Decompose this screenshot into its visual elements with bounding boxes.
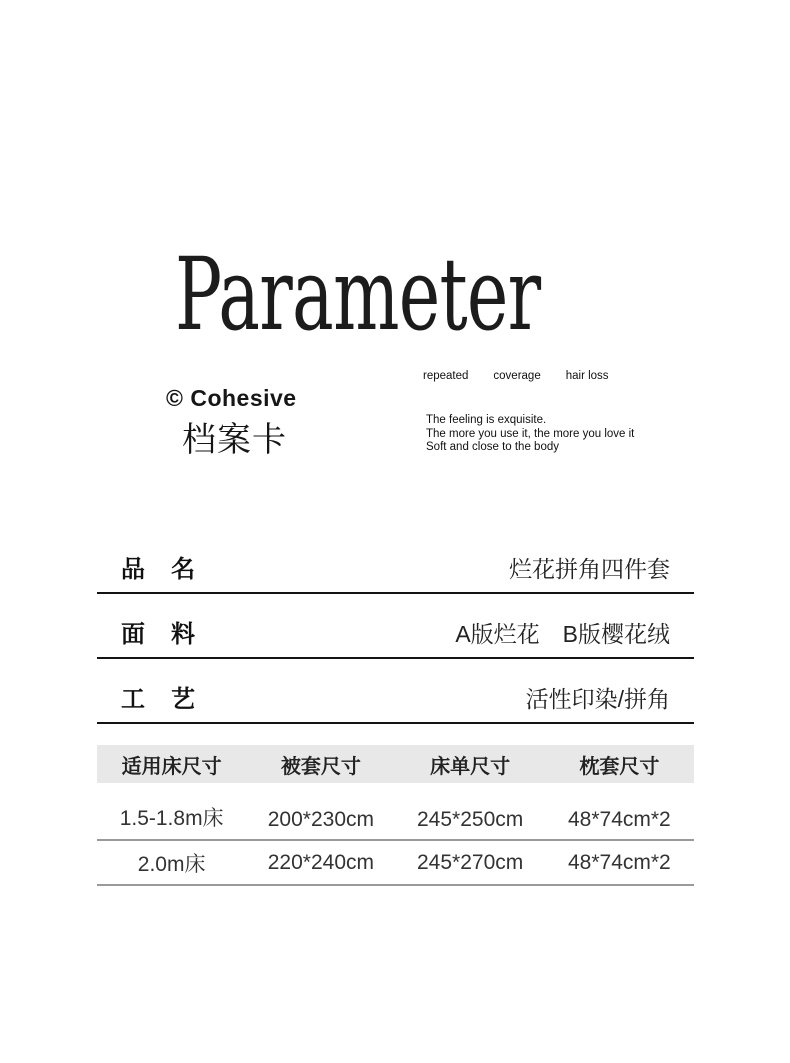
cell-duvet-cover-size: 200*230cm	[267, 808, 374, 831]
spec-label-product-name: 品 名	[121, 556, 196, 583]
spec-row-fabric	[97, 594, 694, 659]
keyword-coverage: coverage	[493, 370, 541, 382]
tagline-line-1: The feeling is exquisite.	[426, 414, 547, 426]
col-header-duvet-cover-size: 被套尺寸	[280, 755, 361, 778]
cell-bed-size: 1.5-1.8m床	[119, 807, 224, 830]
spec-value-craft: 活性印染/拼角	[525, 686, 670, 712]
cell-pillowcase-size: 48*74cm*2	[568, 850, 671, 874]
tagline	[426, 414, 634, 455]
col-header-bed-size: 适用床尺寸	[121, 755, 222, 778]
spec-label-fabric: 面 料	[121, 621, 196, 648]
spec-value-product-name: 烂花拼角四件套	[509, 556, 670, 582]
keyword-repeated: repeated	[423, 370, 469, 382]
tagline-line-3: Soft and close to the body	[426, 441, 559, 453]
cell-duvet-cover-size: 220*240cm	[267, 850, 374, 874]
archive-card-label: 档案卡	[182, 420, 287, 460]
spec-label-craft: 工 艺	[121, 686, 196, 713]
cell-pillowcase-size: 48*74cm*2	[568, 808, 671, 831]
spec-list	[97, 529, 694, 724]
cell-sheet-size: 245*270cm	[417, 850, 524, 874]
table-row	[97, 783, 694, 841]
page-title: Parameter	[175, 236, 541, 353]
size-table-header	[97, 745, 694, 783]
col-header-pillowcase-size: 枕套尺寸	[579, 755, 660, 778]
spec-value-fabric: A版烂花 B版樱花绒	[455, 621, 670, 647]
spec-row-product-name	[97, 529, 694, 594]
cell-sheet-size: 245*250cm	[417, 808, 524, 831]
feature-keywords	[423, 370, 609, 382]
cell-bed-size: 2.0m床	[137, 852, 206, 876]
brand-name: © Cohesive	[166, 385, 297, 411]
col-header-sheet-size: 床单尺寸	[430, 755, 511, 778]
tagline-line-2: The more you use it, the more you love it	[426, 427, 635, 440]
size-table	[97, 745, 694, 886]
table-row	[97, 841, 694, 886]
keyword-hair-loss: hair loss	[565, 370, 609, 382]
spec-row-craft	[97, 659, 694, 724]
